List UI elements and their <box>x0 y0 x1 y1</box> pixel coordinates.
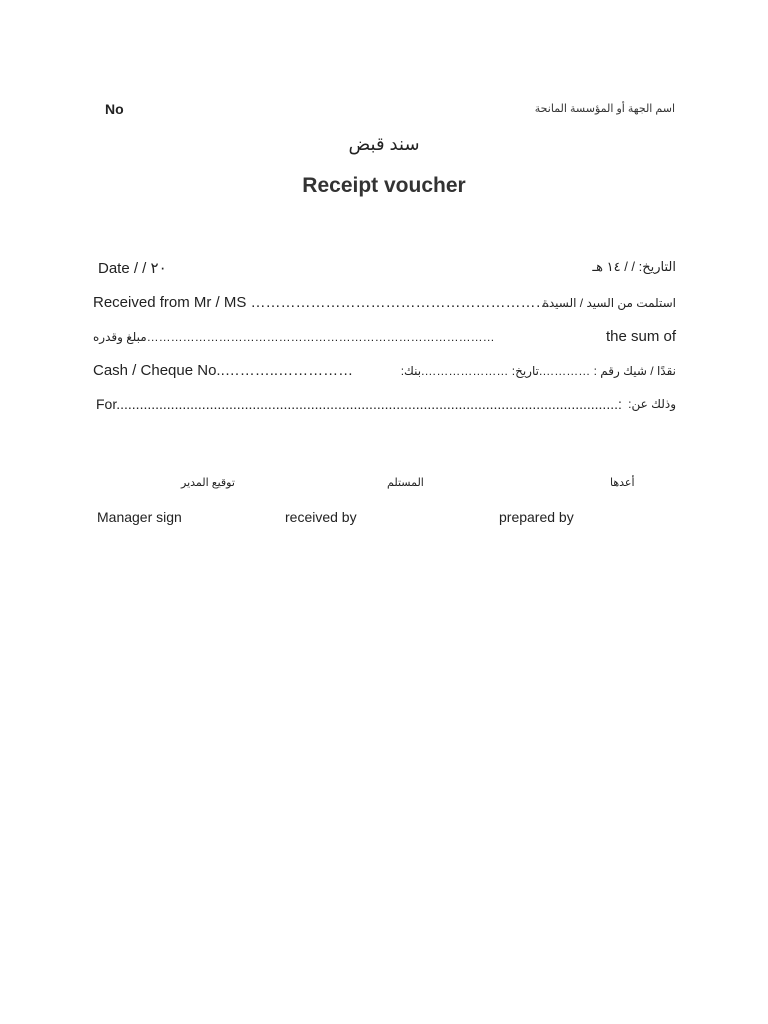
sum-row <box>93 328 676 348</box>
sum-label: the sum of <box>605 328 676 345</box>
organization-name: اسم الجهة أو المؤسسة المانحة <box>534 103 675 115</box>
manager-sign-label-arabic: توقيع المدير <box>181 477 235 489</box>
date-row <box>93 259 676 279</box>
prepared-by-label: prepared by <box>499 509 574 525</box>
page-title: Receipt voucher <box>302 174 466 197</box>
received-by-label-arabic: المستلم <box>387 477 424 489</box>
cash-cheque-label: Cash / Cheque No..………..…………… <box>93 362 354 379</box>
date-field-hijri: التاريخ: / / ١٤ هـ <box>592 259 676 274</box>
page-title-arabic: سند قبض <box>348 134 420 154</box>
voucher-number-label: No <box>105 101 124 117</box>
sum-label-arabic: مبلغ وقدره…………………………………………………………………………… <box>93 330 495 344</box>
received-from-row <box>93 294 676 314</box>
date-field-gregorian: Date / / ٢٠ <box>98 260 167 277</box>
purpose-label-arabic: وذلك عن: <box>628 397 676 411</box>
manager-sign-label: Manager sign <box>97 509 182 525</box>
purpose-label: For.................................................................................................................................: <box>96 396 622 412</box>
received-by-label: received by <box>285 509 357 525</box>
received-from-label-arabic: استلمت من السيد / السيدة <box>542 296 676 310</box>
cash-cheque-label-arabic: نقدًا / شيك رقم : ………….تاريخ: ………………….بنك: <box>400 364 676 378</box>
received-from-label: Received from Mr / MS …………………………………………………… <box>93 294 551 311</box>
purpose-row <box>93 396 676 416</box>
prepared-by-label-arabic: أعدها <box>610 477 635 489</box>
payment-method-row <box>93 362 676 382</box>
